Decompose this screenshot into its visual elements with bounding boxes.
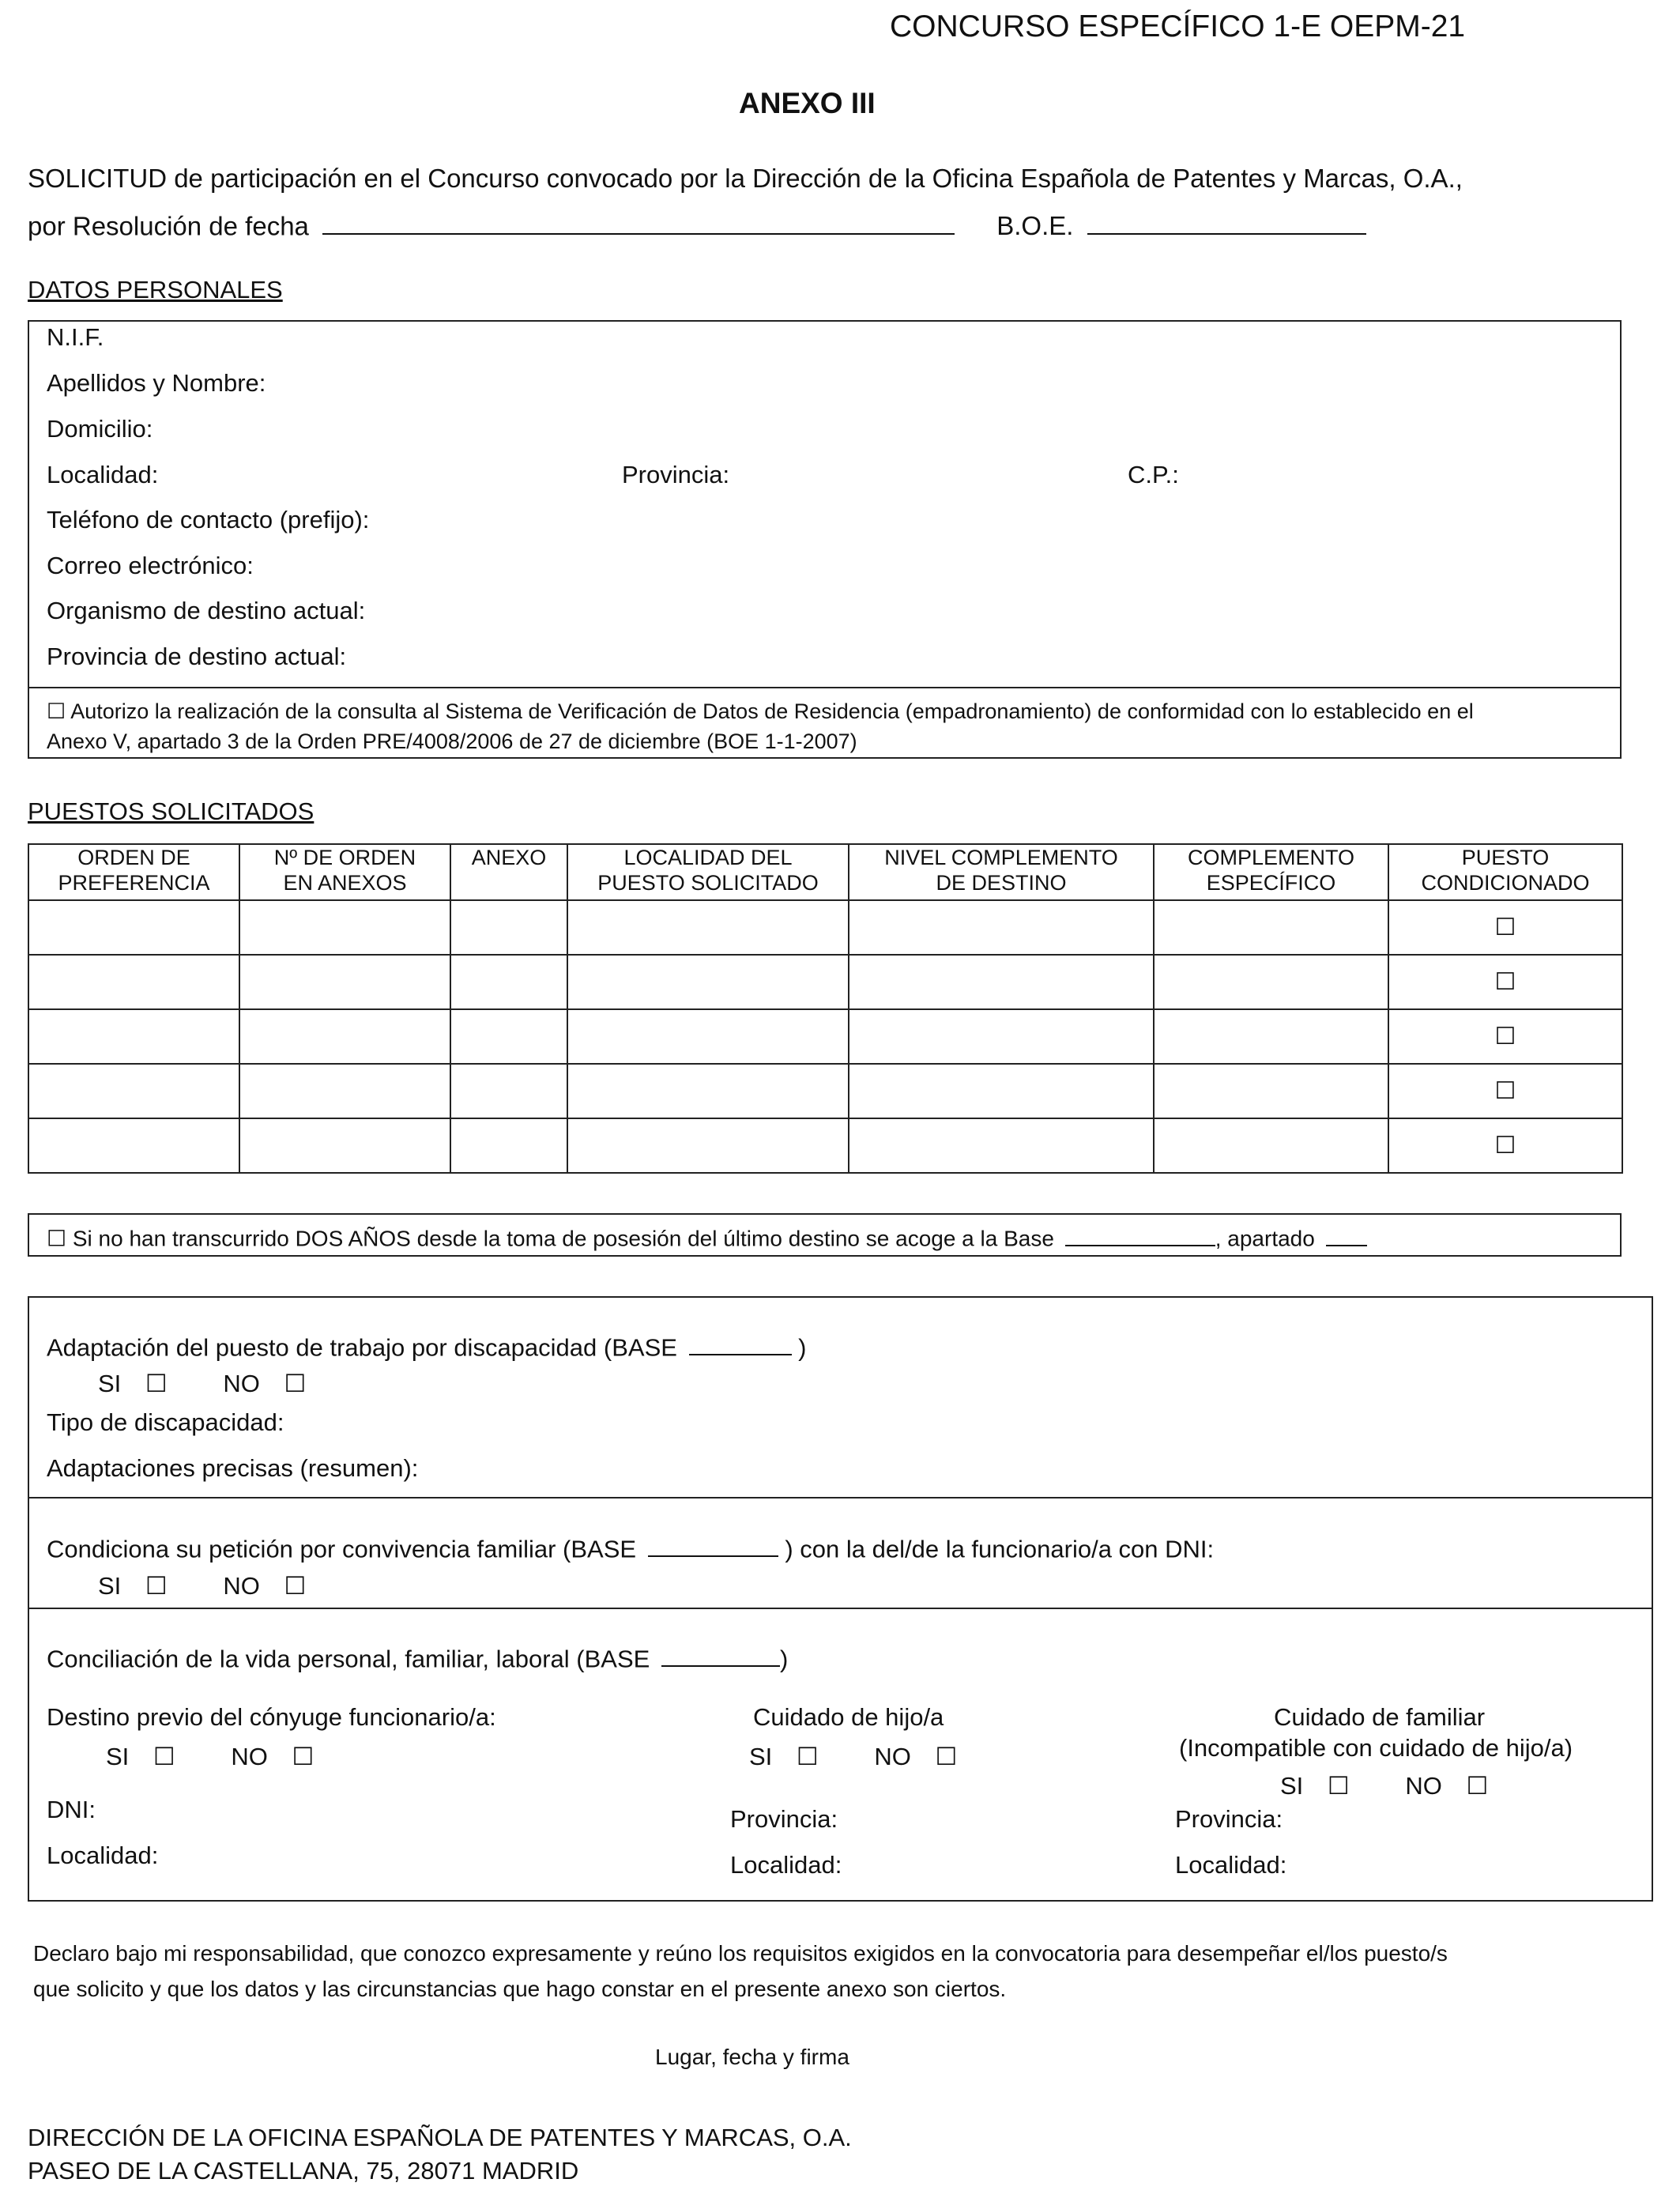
declaracion-line-1: Declaro bajo mi responsabilidad, que conozco expresamente y reúno los requisitos exigidos en la convocatoria para desempeñar el/los puesto/s	[33, 1941, 1448, 1966]
datos-personales-box	[28, 320, 1622, 759]
familiar-si-checkbox[interactable]: ☐	[1327, 1772, 1350, 1800]
cell-condicionado	[1388, 955, 1622, 1009]
col-numero-orden: Nº DE ORDEN EN ANEXOS	[239, 844, 450, 900]
col-nivel-complemento: NIVEL COMPLEMENTO DE DESTINO	[849, 844, 1154, 900]
cell-orden[interactable]	[28, 1118, 239, 1173]
adaptaciones-label[interactable]: Adaptaciones precisas (resumen):	[47, 1454, 419, 1482]
col-localidad-puesto: LOCALIDAD DEL PUESTO SOLICITADO	[567, 844, 849, 900]
convivencia-no-checkbox[interactable]: ☐	[284, 1572, 307, 1600]
convivencia-si-no	[98, 1572, 306, 1600]
cell-localidad[interactable]	[567, 1009, 849, 1064]
condiciones-divider-2	[28, 1608, 1653, 1609]
conciliacion-title: Conciliación de la vida personal, familiar, laboral (BASE )	[47, 1642, 788, 1673]
cell-orden[interactable]	[28, 1064, 239, 1118]
cell-localidad[interactable]	[567, 1064, 849, 1118]
hijo-si-checkbox[interactable]: ☐	[796, 1743, 819, 1770]
cell-localidad[interactable]	[567, 1118, 849, 1173]
boe-field[interactable]	[1087, 209, 1366, 235]
puestos-table	[28, 843, 1623, 1174]
discapacidad-no-label: NO	[223, 1370, 260, 1397]
cell-orden[interactable]	[28, 900, 239, 955]
autorizo-text-line-2: Anexo V, apartado 3 de la Orden PRE/4008/2006 de 27 de diciembre (BOE 1-1-2007)	[47, 729, 857, 753]
cell-especifico[interactable]	[1154, 1064, 1388, 1118]
cell-numero[interactable]	[239, 955, 450, 1009]
col-puesto-condicionado: PUESTO CONDICIONADO	[1388, 844, 1622, 900]
convivencia-base-field[interactable]	[648, 1532, 778, 1557]
hijo-si-label: SI	[749, 1743, 773, 1770]
cell-especifico[interactable]	[1154, 900, 1388, 955]
discapacidad-si-checkbox[interactable]: ☐	[145, 1370, 168, 1397]
resolucion-date-field[interactable]	[322, 209, 955, 235]
cell-condicionado	[1388, 1009, 1622, 1064]
cell-nivel[interactable]	[849, 1009, 1154, 1064]
apartado-field[interactable]	[1326, 1223, 1367, 1246]
annex-title: ANEXO III	[739, 87, 876, 119]
familiar-si-label: SI	[1280, 1772, 1304, 1800]
conyuge-si-checkbox[interactable]: ☐	[153, 1743, 175, 1770]
familiar-localidad-label[interactable]: Localidad:	[1175, 1851, 1287, 1879]
condicionado-checkbox[interactable]: ☐	[1494, 1133, 1516, 1159]
provincia-destino-label[interactable]: Provincia de destino actual:	[47, 643, 347, 670]
col-orden-preferencia: ORDEN DE PREFERENCIA	[28, 844, 239, 900]
cell-anexo[interactable]	[450, 900, 567, 955]
familiar-note: (Incompatible con cuidado de hijo/a)	[1179, 1734, 1573, 1762]
hijo-no-checkbox[interactable]: ☐	[935, 1743, 958, 1770]
table-row	[28, 1118, 1622, 1173]
hijo-provincia-label[interactable]: Provincia:	[730, 1805, 838, 1833]
cell-especifico[interactable]	[1154, 1009, 1388, 1064]
telefono-label[interactable]: Teléfono de contacto (prefijo):	[47, 506, 370, 533]
table-row	[28, 955, 1622, 1009]
domicilio-label[interactable]: Domicilio:	[47, 415, 153, 443]
conyuge-si-label: SI	[106, 1743, 130, 1770]
conyuge-dni-label[interactable]: DNI:	[47, 1796, 96, 1823]
cell-orden[interactable]	[28, 1009, 239, 1064]
convivencia-title: Condiciona su petición por convivencia familiar (BASE ) con la del/de la funcionario/a con DNI:	[47, 1532, 1214, 1563]
footer-line-1: DIRECCIÓN DE LA OFICINA ESPAÑOLA DE PATENTES Y MARCAS, O.A.	[28, 2124, 852, 2151]
dos-anos-row	[47, 1223, 1367, 1252]
cell-nivel[interactable]	[849, 955, 1154, 1009]
puestos-header-row	[28, 844, 1622, 900]
condicionado-checkbox[interactable]: ☐	[1494, 1078, 1516, 1104]
autorizo-checkbox-text[interactable]: ☐ Autorizo la realización de la consulta al Sistema de Verificación de Datos de Residencia (empadronamiento) de conformidad con lo establecido en el	[47, 699, 1474, 723]
apellidos-label[interactable]: Apellidos y Nombre:	[47, 369, 266, 397]
col-anexo: ANEXO	[450, 844, 567, 900]
hijo-localidad-label[interactable]: Localidad:	[730, 1851, 842, 1879]
discapacidad-no-checkbox[interactable]: ☐	[284, 1370, 307, 1397]
conyuge-localidad-label[interactable]: Localidad:	[47, 1842, 159, 1869]
cell-nivel[interactable]	[849, 1064, 1154, 1118]
firma-label: Lugar, fecha y firma	[655, 2045, 849, 2069]
hijo-label: Cuidado de hijo/a	[753, 1703, 944, 1731]
conyuge-label: Destino previo del cónyuge funcionario/a:	[47, 1703, 496, 1731]
cell-orden[interactable]	[28, 955, 239, 1009]
cell-numero[interactable]	[239, 900, 450, 955]
discapacidad-base-field[interactable]	[689, 1331, 792, 1355]
condicionado-checkbox[interactable]: ☐	[1494, 969, 1516, 995]
discapacidad-si-label: SI	[98, 1370, 122, 1397]
cell-condicionado	[1388, 1118, 1622, 1173]
cell-localidad[interactable]	[567, 900, 849, 955]
familiar-si-no	[1280, 1772, 1488, 1800]
header-reference: CONCURSO ESPECÍFICO 1-E OEPM-21	[890, 9, 1466, 43]
dos-anos-base-field[interactable]	[1065, 1223, 1215, 1246]
cp-label[interactable]: C.P.:	[1128, 461, 1179, 488]
cell-localidad[interactable]	[567, 955, 849, 1009]
tipo-discapacidad-label[interactable]: Tipo de discapacidad:	[47, 1408, 284, 1436]
cell-condicionado	[1388, 1064, 1622, 1118]
discapacidad-si-no	[98, 1370, 306, 1398]
conyuge-no-checkbox[interactable]: ☐	[292, 1743, 315, 1770]
datos-divider	[28, 687, 1622, 688]
table-row	[28, 1009, 1622, 1064]
table-row	[28, 1064, 1622, 1118]
cell-especifico[interactable]	[1154, 1118, 1388, 1173]
organismo-label[interactable]: Organismo de destino actual:	[47, 597, 366, 624]
puestos-heading: PUESTOS SOLICITADOS	[28, 797, 315, 825]
discapacidad-title: Adaptación del puesto de trabajo por discapacidad (BASE )	[47, 1331, 807, 1362]
datos-personales-heading: DATOS PERSONALES	[28, 276, 283, 303]
familiar-no-checkbox[interactable]: ☐	[1466, 1772, 1489, 1800]
cell-nivel[interactable]	[849, 900, 1154, 955]
cell-numero[interactable]	[239, 1118, 450, 1173]
convivencia-no-label: NO	[223, 1572, 260, 1600]
cell-numero[interactable]	[239, 1064, 450, 1118]
apartado-label: , apartado	[1215, 1226, 1315, 1251]
familiar-provincia-label[interactable]: Provincia:	[1175, 1805, 1283, 1833]
conyuge-si-no	[106, 1743, 314, 1771]
table-row	[28, 900, 1622, 955]
boe-label: B.O.E.	[996, 211, 1074, 241]
familiar-no-label: NO	[1405, 1772, 1442, 1800]
familiar-label: Cuidado de familiar	[1274, 1703, 1486, 1731]
hijo-si-no	[749, 1743, 957, 1771]
condicionado-checkbox[interactable]: ☐	[1494, 914, 1516, 941]
intro-line-2	[28, 209, 1366, 241]
intro-line-1: SOLICITUD de participación en el Concurso convocado por la Dirección de la Oficina Española de Patentes y Marcas, O.A.,	[28, 164, 1463, 193]
declaracion-line-2: que solicito y que los datos y las circunstancias que hago constar en el presente anexo son ciertos.	[33, 1977, 1007, 2001]
cell-anexo[interactable]	[450, 955, 567, 1009]
cell-condicionado	[1388, 900, 1622, 955]
dos-anos-checkbox-text[interactable]: ☐ Si no han transcurrido DOS AÑOS desde la toma de posesión del último destino se acoge a la Base	[47, 1226, 1054, 1251]
cell-especifico[interactable]	[1154, 955, 1388, 1009]
convivencia-si-label: SI	[98, 1572, 122, 1600]
condicionado-checkbox[interactable]: ☐	[1494, 1023, 1516, 1050]
cell-anexo[interactable]	[450, 1064, 567, 1118]
cell-anexo[interactable]	[450, 1009, 567, 1064]
nif-label[interactable]: N.I.F.	[47, 323, 104, 351]
provincia-label[interactable]: Provincia:	[622, 461, 730, 488]
conyuge-no-label: NO	[231, 1743, 268, 1770]
cell-nivel[interactable]	[849, 1118, 1154, 1173]
cell-numero[interactable]	[239, 1009, 450, 1064]
resolucion-label: por Resolución de fecha	[28, 211, 309, 241]
condiciones-divider-1	[28, 1497, 1653, 1498]
convivencia-si-checkbox[interactable]: ☐	[145, 1572, 168, 1600]
col-complemento-especifico: COMPLEMENTO ESPECÍFICO	[1154, 844, 1388, 900]
footer-line-2: PASEO DE LA CASTELLANA, 75, 28071 MADRID	[28, 2157, 579, 2185]
hijo-no-label: NO	[874, 1743, 911, 1770]
localidad-label[interactable]: Localidad:	[47, 461, 159, 488]
correo-label[interactable]: Correo electrónico:	[47, 552, 254, 579]
conciliacion-base-field[interactable]	[661, 1642, 780, 1667]
cell-anexo[interactable]	[450, 1118, 567, 1173]
